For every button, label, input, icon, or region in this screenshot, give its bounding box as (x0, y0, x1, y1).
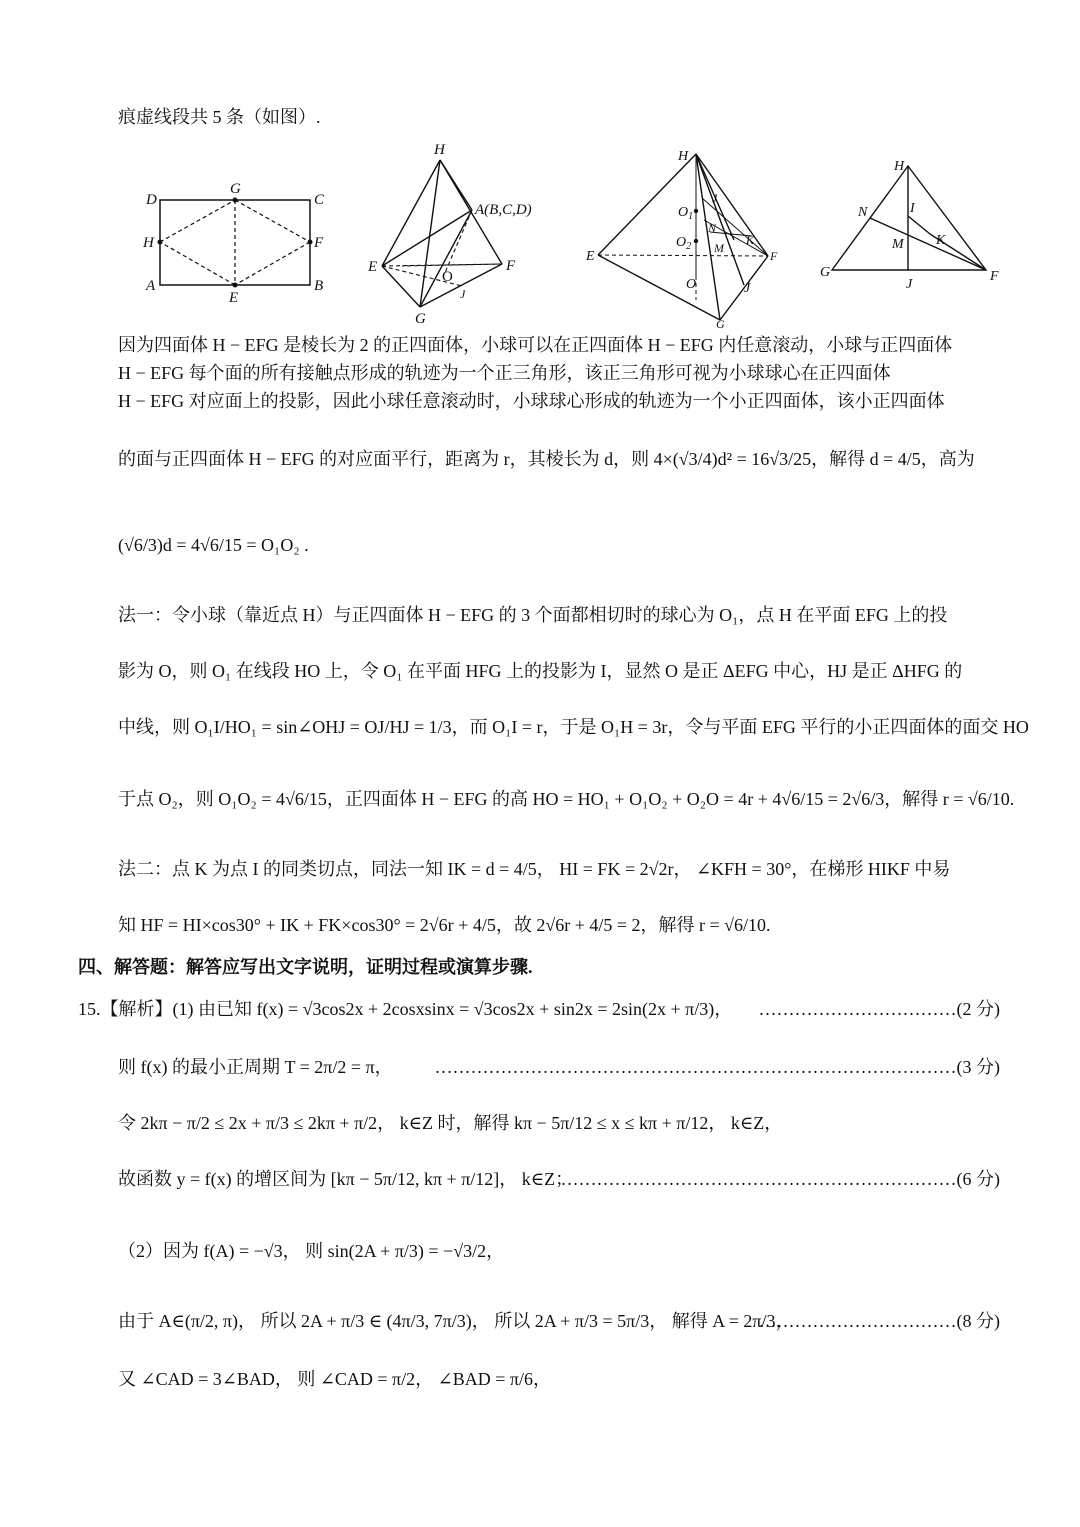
label-i: I (910, 201, 915, 216)
para1-line-3: H − EFG 对应面上的投影，因此小球任意滚动时，小球球心形成的轨迹为一个小正四面体，该小正四面体 (118, 391, 945, 411)
label-j-base: J (744, 281, 751, 296)
point-e (233, 283, 238, 288)
method2-line-2: 知 HF = HI×cos30° + IK + FK×cos30° = 2√6r + 4/5，故 2√6r + 4/5 = 2，解得 r = √6/10. (118, 915, 771, 935)
point-o2 (694, 239, 698, 243)
method1-line-4: 于点 O₂，则 O₁O₂ = 4√6/15，正四面体 H − EFG 的高 HO = HO₁ + O₁O₂ + O₂O = 4r + 4√6/15 = 2√6/3，解得 r = √6/10. (118, 789, 1015, 809)
para1-line-2: H − EFG 每个面的所有接触点形成的轨迹为一个正三角形，该正三角形可视为小球球心在正四面体 (118, 363, 891, 383)
label-m: M (892, 237, 904, 252)
point-h (158, 240, 163, 245)
label-f: F (770, 249, 778, 263)
point-f (308, 240, 313, 245)
figure-rectangle (138, 178, 338, 308)
label-j: J (460, 287, 466, 301)
label-f: F (990, 269, 999, 284)
label-e: E (368, 259, 378, 275)
q15-line-6: 由于 A∈(π/2, π)， 所以 2A + π/3 ∈ (4π/3, 7π/3)， 所以 2A + π/3 = 5π/3， 解得 A = 2π/3， (118, 1311, 794, 1331)
para1-line-4: 的面与正四面体 H − EFG 的对应面平行，距离为 r，其棱长为 d，则 4×(√3/4)d² = 16√3/25，解得 d = 4/5，高为 (118, 449, 975, 469)
label-o2: $O_2$ (676, 235, 692, 252)
label-o: O (686, 277, 697, 292)
method1-line-3: 中线，则 O₁I/HO₁ = sin∠OHJ = OJ/HJ = 1/3，而 O₁I = r，于是 O₁H = 3r，令与平面 EFG 平行的小正四面体的面交 HO (118, 717, 1029, 737)
para1-line-1: 因为四面体 H − EFG 是棱长为 2 的正四面体，小球可以在正四面体 H − EFG 内任意滚动，小球与正四面体 (118, 335, 953, 355)
label-k: K (936, 233, 946, 248)
label-f: F (314, 235, 324, 251)
q15-score-2: ……………………………………………………………………………(3 分) (434, 1057, 1000, 1077)
q15-score-1: ……………………………(2 分) (758, 999, 1000, 1019)
method1-line-2: 影为 O，则 O₁ 在线段 HO 上，令 O₁ 在平面 HFG 上的投影为 I，显然 O 是正 ΔEFG 中心，HJ 是正 ΔHFG 的 (118, 661, 963, 681)
label-a: A (146, 278, 156, 294)
triangle-lines (832, 166, 986, 270)
label-h: H (434, 142, 445, 158)
para1-line-5: (√6/3)d = 4√6/15 = O₁O₂ . (118, 535, 309, 555)
label-k: K (746, 233, 755, 247)
method1-line-1: 法一：令小球（靠近点 H）与正四面体 H − EFG 的 3 个面都相切时的球心为 O₁，点 H 在平面 EFG 上的投 (118, 605, 948, 625)
label-g: G (820, 265, 831, 280)
intro-line: 痕虚线段共 5 条（如图）. (118, 107, 321, 127)
method2-line-1: 法二：点 K 为点 I 的同类切点，同法一知 IK = d = 4/5， HI = FK = 2√2r， ∠KFH = 30°，在梯形 HIKF 中易 (118, 859, 951, 879)
q15-score-6: ……………………………(8 分) (758, 1311, 1000, 1331)
label-h: H (678, 149, 689, 164)
point-g (233, 198, 238, 203)
label-j-inner: J (712, 191, 718, 205)
figure-tetrahedron (362, 140, 562, 325)
label-c: C (314, 192, 325, 208)
q15-line-1: 15.【解析】(1) 由已知 f(x) = √3cos2x + 2cosxsinx = √3cos2x + sin2x = 2sin(2x + π/3)， (78, 999, 733, 1019)
point-o1 (694, 209, 698, 213)
q15-line-3: 令 2kπ − π/2 ≤ 2x + π/3 ≤ 2kπ + π/2， k∈Z 时，解得 kπ − 5π/12 ≤ x ≤ kπ + π/12， k∈Z， (118, 1113, 783, 1133)
q15-line-4: 故函数 y = f(x) 的增区间为 [kπ − 5π/12, kπ + π/12]， k∈Z； (118, 1169, 574, 1189)
label-g: G (230, 181, 241, 197)
hidden-lines (598, 255, 768, 300)
label-n: N (858, 205, 868, 220)
q15-line-2: 则 f(x) 的最小正周期 T = 2π/2 = π， (118, 1057, 393, 1077)
label-a-bcd: A(B,C,D) (475, 202, 532, 218)
q15-score-4: …………………………………………………………(6 分) (560, 1169, 1000, 1189)
label-n: N (708, 221, 717, 235)
label-d: D (146, 192, 157, 208)
label-f: F (506, 258, 516, 274)
label-g: G (716, 317, 725, 331)
label-e: E (229, 290, 239, 306)
label-e: E (586, 249, 595, 264)
label-m: M (714, 241, 724, 255)
q15-line-5: （2）因为 f(A) = −√3， 则 sin(2A + π/3) = −√3/2， (118, 1241, 505, 1261)
dashed-lines (160, 200, 310, 285)
label-o1: $O_1$ (678, 205, 694, 222)
q15-line-7: 又 ∠CAD = 3∠BAD， 则 ∠CAD = π/2， ∠BAD = π/6， (118, 1369, 551, 1389)
label-o: O (442, 269, 453, 285)
inner-lines (696, 154, 768, 280)
label-g: G (415, 311, 426, 325)
label-h: H (894, 159, 905, 174)
label-h: H (143, 235, 154, 251)
label-j: J (906, 277, 913, 292)
section-heading: 四、解答题：解答应写出文字说明，证明过程或演算步骤. (78, 957, 533, 977)
figure-triangle (818, 152, 1018, 297)
label-b: B (314, 278, 324, 294)
figure-tetrahedron-inner (584, 140, 794, 332)
